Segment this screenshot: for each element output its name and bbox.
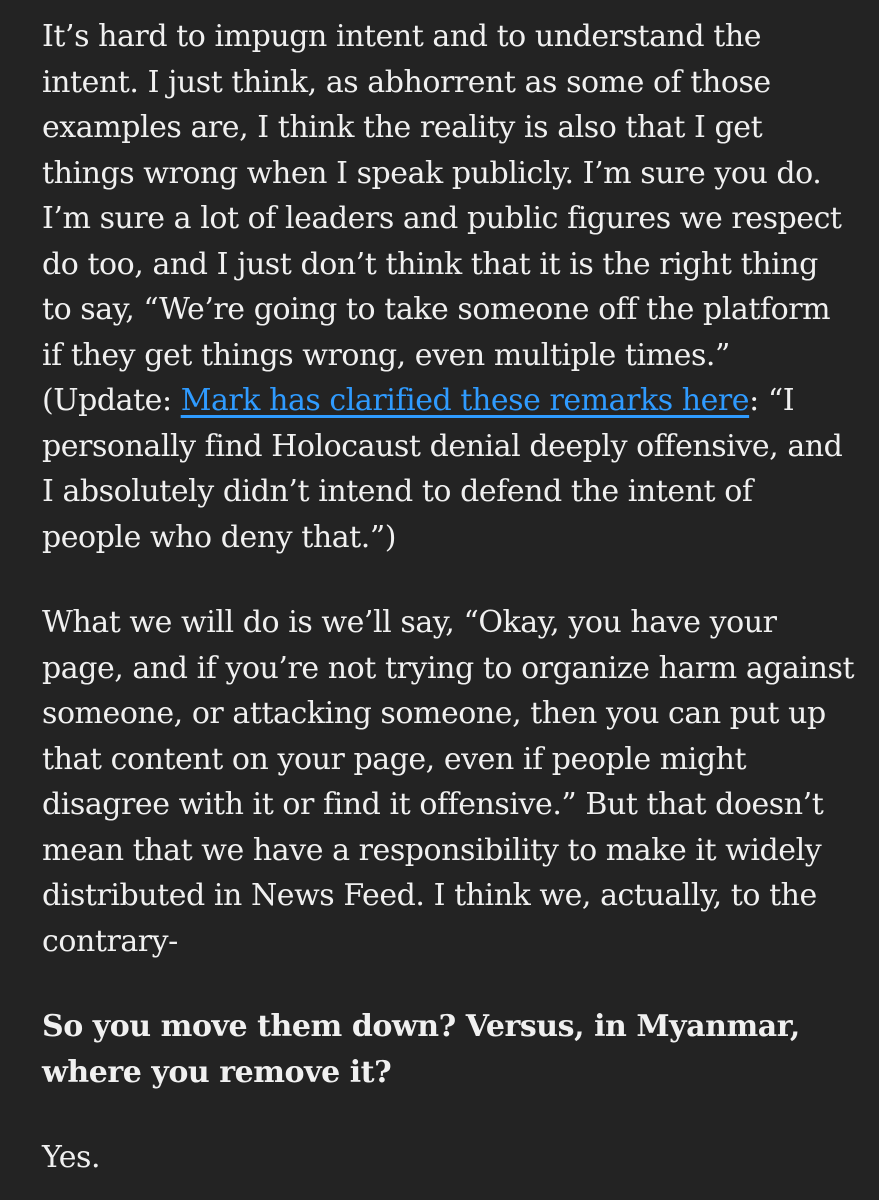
article-body [42,14,855,1181]
text-line: to say, “We’re going to take someone off the platform [42,292,831,327]
text-line: What we will do is we’ll say, “Okay, you have your [42,605,777,640]
question-paragraph [42,1004,842,1095]
text-line: do too, and I just don’t think that it is the right thing [42,246,818,282]
update-prefix: (Update: [42,383,181,418]
text-line: distributed in News Feed. I think we, actually, to the [42,878,817,913]
text-line: I’m sure a lot of leaders and public figures we respect [42,201,842,236]
answer-paragraph [42,600,855,964]
question-line: where you remove it? [42,1054,392,1090]
text-line: if they get things wrong, even multiple times.” [42,337,730,373]
text-line: contrary- [42,923,178,959]
text-line: someone, or attacking someone, then you can put up [42,696,826,731]
text-line: examples are, I think the reality is also that I get [42,110,763,145]
text-line: people who deny that.”) [42,519,397,555]
text-line: mean that we have a responsibility to make it widely [42,832,822,868]
text-line: It’s hard to impugn intent and to understand the [42,19,762,54]
text-line: intent. I just think, as abhorrent as some of those [42,64,771,100]
text-line: page, and if you’re not trying to organize harm against [42,650,855,686]
text-line: Yes. [42,1140,101,1175]
text-line: things wrong when I speak publicly. I’m sure you do. [42,155,822,191]
clarification-link[interactable]: Mark has clarified these remarks here [180,383,750,418]
question-line: So you move them down? Versus, in Myanmar, [42,1009,800,1044]
answer-paragraph [42,1135,842,1181]
text-line: I absolutely didn’t intend to defend the intent of [42,474,753,509]
update-quote-start: : “I [749,383,795,418]
update-line [42,378,842,424]
text-line: personally find Holocaust denial deeply offensive, and [42,428,843,464]
text-line: that content on your page, even if people might [42,741,747,777]
answer-paragraph [42,14,842,560]
text-line: disagree with it or find it offensive.” But that doesn’t [42,787,824,822]
